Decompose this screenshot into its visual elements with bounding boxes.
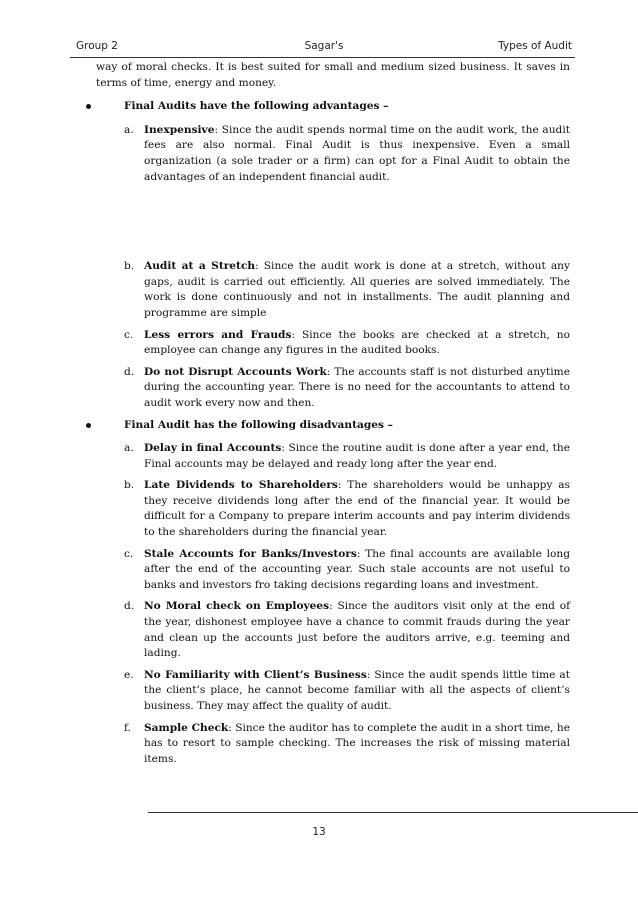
item-marker: d.	[124, 365, 135, 378]
item-text: : Since the audit work is done at a stretch, without any gaps, audit is carried out efficiently. All queries are solved immediately. The work is done continuously and not in installments. The audit planning and programme are simple	[144, 260, 570, 319]
advantages-heading	[96, 99, 570, 115]
list-item	[124, 547, 570, 594]
header-author: Sagar's	[304, 40, 344, 52]
bullet-icon	[86, 104, 91, 109]
list-item	[124, 668, 570, 715]
item-marker: c.	[124, 328, 134, 341]
header-divider	[70, 57, 575, 58]
list-item	[124, 328, 570, 359]
advantages-heading-text: Final Audits have the following advantages –	[124, 100, 389, 113]
list-item	[124, 365, 570, 412]
item-title: No Familiarity with Client’s Business	[144, 668, 367, 681]
item-text: : Since the auditor has to complete the audit in a short time, he has to resort to sample checking. The increases the risk of missing material items.	[144, 721, 570, 765]
item-title: Delay in final Accounts	[144, 442, 282, 455]
item-marker: a.	[124, 442, 134, 455]
list-item	[124, 123, 570, 185]
blank-space	[124, 191, 570, 253]
intro-paragraph: way of moral checks. It is best suited for small and medium sized business. It saves in terms of time, energy and money.	[96, 61, 570, 89]
item-title: Stale Accounts for Banks/Investors	[144, 547, 357, 560]
advantages-list	[96, 123, 570, 412]
item-marker: f.	[124, 721, 131, 734]
item-text: : Since the routine audit is done after a year end, the Final accounts may be delayed and ready long after the year end.	[144, 442, 570, 470]
disadvantages-list	[96, 441, 570, 767]
item-title: Do not Disrupt Accounts Work	[144, 365, 327, 378]
item-text: : Since the books are checked at a stretch, no employee can change any figures in the audited books.	[144, 328, 570, 357]
item-marker: b.	[124, 479, 135, 492]
item-text: : The accounts staff is not disturbed anytime during the accounting year. There is no need for the accountants to attend to audit work every now and then.	[144, 365, 570, 409]
bullet-icon	[86, 423, 91, 428]
item-text: : The final accounts are available long after the end of the accounting year. Such stale accounts are not useful to banks and investors fro taking decisions regarding loans and investment.	[144, 547, 570, 591]
list-item	[124, 259, 570, 321]
page-header	[76, 40, 572, 58]
header-group: Group 2	[76, 40, 118, 52]
footer-divider	[148, 812, 638, 813]
item-title: Inexpensive	[144, 123, 215, 136]
item-title: Audit at a Stretch	[144, 260, 256, 273]
header-topic: Types of Audit	[498, 40, 572, 52]
item-text: : The shareholders would be unhappy as they receive dividends long after the end of the financial year. It would be difficult for a Company to prepare interim accounts and pay interim dividends to the shareholders during the financial year.	[144, 479, 570, 539]
item-title: Less errors and Frauds	[144, 328, 292, 341]
list-item	[124, 599, 570, 661]
item-title: Late Dividends to Shareholders	[144, 479, 338, 492]
list-item	[124, 478, 570, 540]
item-text: : Since the audit spends normal time on the audit work, the audit fees are also normal. Final Audit is thus inexpensive. Even a small organization (a sole trader or a firm) can opt for a Final Audit to obtain the advantages of an independent financial audit.	[144, 123, 570, 183]
item-marker: b.	[124, 260, 135, 273]
item-marker: a.	[124, 123, 134, 136]
item-text: : Since the auditors visit only at the end of the year, dishonest employee have a chance to commit frauds during the year and clean up the accounts just before the auditors arrive, e.g. teeming and lading.	[144, 600, 570, 660]
list-item	[124, 721, 570, 768]
page-body	[96, 60, 570, 773]
list-item	[124, 441, 570, 472]
item-marker: e.	[124, 668, 134, 681]
item-title: No Moral check on Employees	[144, 600, 330, 613]
item-title: Sample Check	[144, 721, 229, 734]
disadvantages-heading	[96, 418, 570, 434]
page-number: 13	[312, 826, 326, 838]
item-marker: c.	[124, 547, 134, 560]
item-marker: d.	[124, 600, 135, 613]
disadvantages-heading-text: Final Audit has the following disadvantages –	[124, 418, 393, 431]
item-text: : Since the audit spends little time at the client’s place, he cannot become familiar with all the aspects of client’s business. They may affect the quality of audit.	[144, 668, 570, 712]
